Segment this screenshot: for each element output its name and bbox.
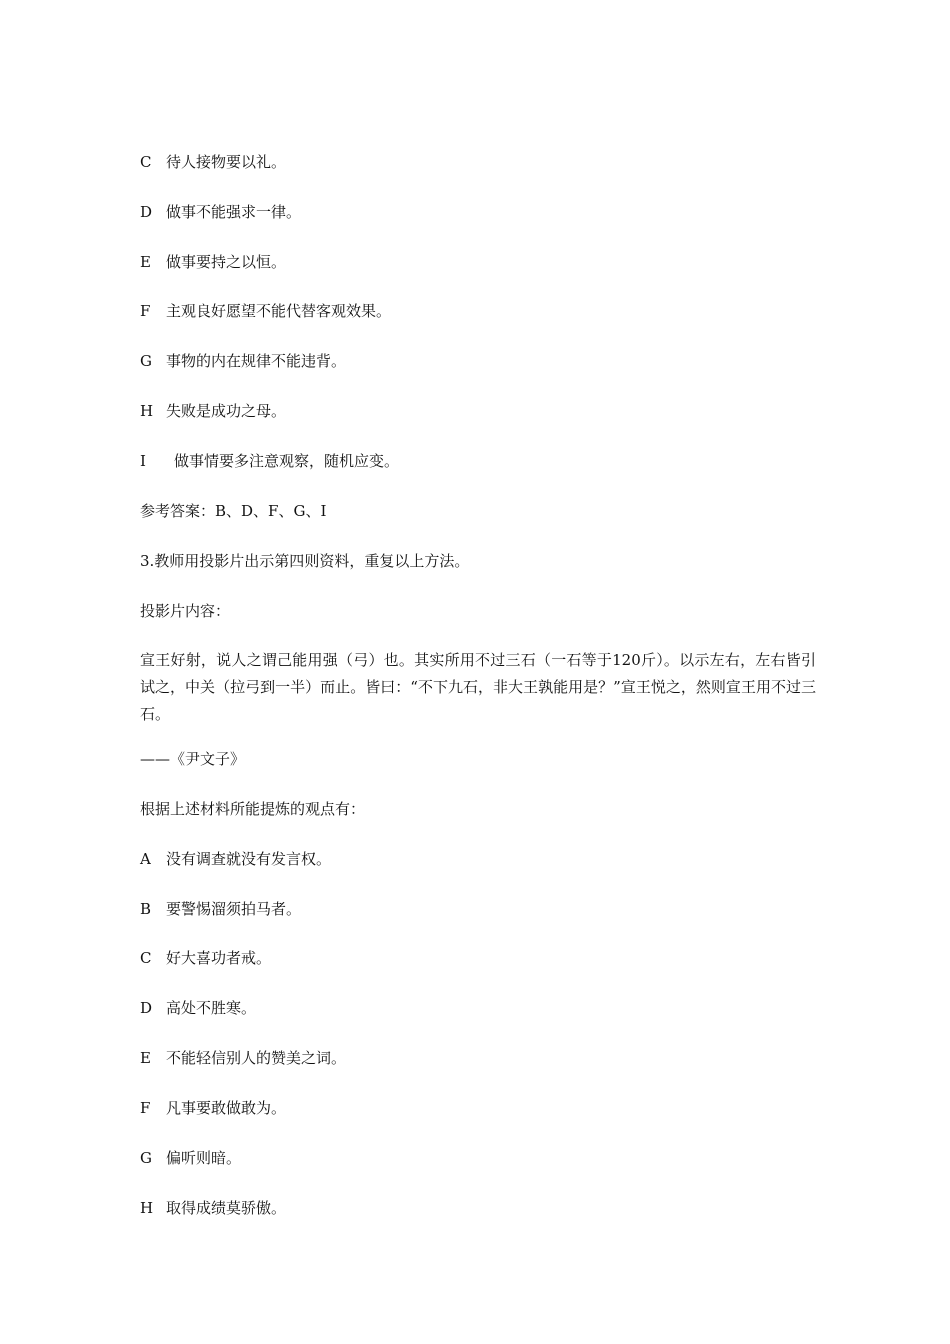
- option-text: 做事不能强求一律。: [166, 203, 302, 221]
- option-text: 不能轻信别人的赞美之词。: [166, 1049, 347, 1067]
- option-letter: I: [140, 452, 146, 470]
- option-b: [140, 899, 301, 919]
- option-text: 待人接物要以礼。: [166, 153, 287, 171]
- option-text: 取得成绩莫骄傲。: [166, 1199, 287, 1217]
- question: 根据上述材料所能提炼的观点有：: [140, 800, 366, 818]
- option-letter: B: [140, 900, 152, 918]
- option-letter: E: [140, 1049, 151, 1067]
- option-f: [140, 301, 391, 321]
- option-letter: H: [140, 402, 154, 420]
- option-d: [140, 998, 256, 1018]
- option-text: 做事要持之以恒。: [166, 253, 287, 271]
- option-i: [140, 451, 399, 471]
- option-e: [140, 1048, 346, 1068]
- option-c: [140, 152, 286, 172]
- option-text: 没有调查就没有发言权。: [166, 850, 332, 868]
- option-letter: F: [140, 302, 151, 320]
- option-f: [140, 1098, 286, 1118]
- option-text: 失败是成功之母。: [166, 402, 287, 420]
- option-text: 偏听则暗。: [166, 1149, 242, 1167]
- option-h: [140, 401, 286, 421]
- source-citation: ——《尹文子》: [140, 750, 246, 768]
- answer-line: 参考答案：B、D、F、G、I: [140, 502, 327, 520]
- option-letter: G: [140, 352, 152, 370]
- option-a: [140, 849, 331, 869]
- option-g: [140, 351, 346, 371]
- passage: 宣王好射，说人之谓己能用强（弓）也。其实所用不过三石（一石等于120斤）。以示左右，左右皆引试之，中关（拉弓到一半）而止。皆曰：“不下九石，非大王孰能用是？”宣王悦之，然则宣王用不过三石。: [140, 651, 816, 723]
- option-letter: C: [140, 949, 152, 967]
- option-text: 主观良好愿望不能代替客观效果。: [166, 302, 392, 320]
- option-text: 事物的内在规律不能违背。: [166, 352, 347, 370]
- option-letter: G: [140, 1149, 152, 1167]
- option-text: 要警惕溜须拍马者。: [166, 900, 302, 918]
- option-g: [140, 1148, 241, 1168]
- option-letter: F: [140, 1099, 151, 1117]
- option-letter: E: [140, 253, 151, 271]
- step-3: 3.教师用投影片出示第四则资料，重复以上方法。: [140, 552, 470, 570]
- option-letter: H: [140, 1199, 154, 1217]
- slide-label: 投影片内容：: [140, 602, 231, 620]
- option-text: 做事情要多注意观察，随机应变。: [174, 452, 400, 470]
- option-c: [140, 948, 271, 968]
- option-letter: D: [140, 203, 153, 221]
- option-text: 凡事要敢做敢为。: [166, 1099, 287, 1117]
- option-letter: C: [140, 153, 152, 171]
- option-d: [140, 202, 301, 222]
- option-h: [140, 1198, 286, 1218]
- option-text: 好大喜功者戒。: [166, 949, 272, 967]
- option-letter: A: [140, 850, 151, 868]
- option-e: [140, 252, 286, 272]
- option-letter: D: [140, 999, 153, 1017]
- option-text: 高处不胜寒。: [166, 999, 257, 1017]
